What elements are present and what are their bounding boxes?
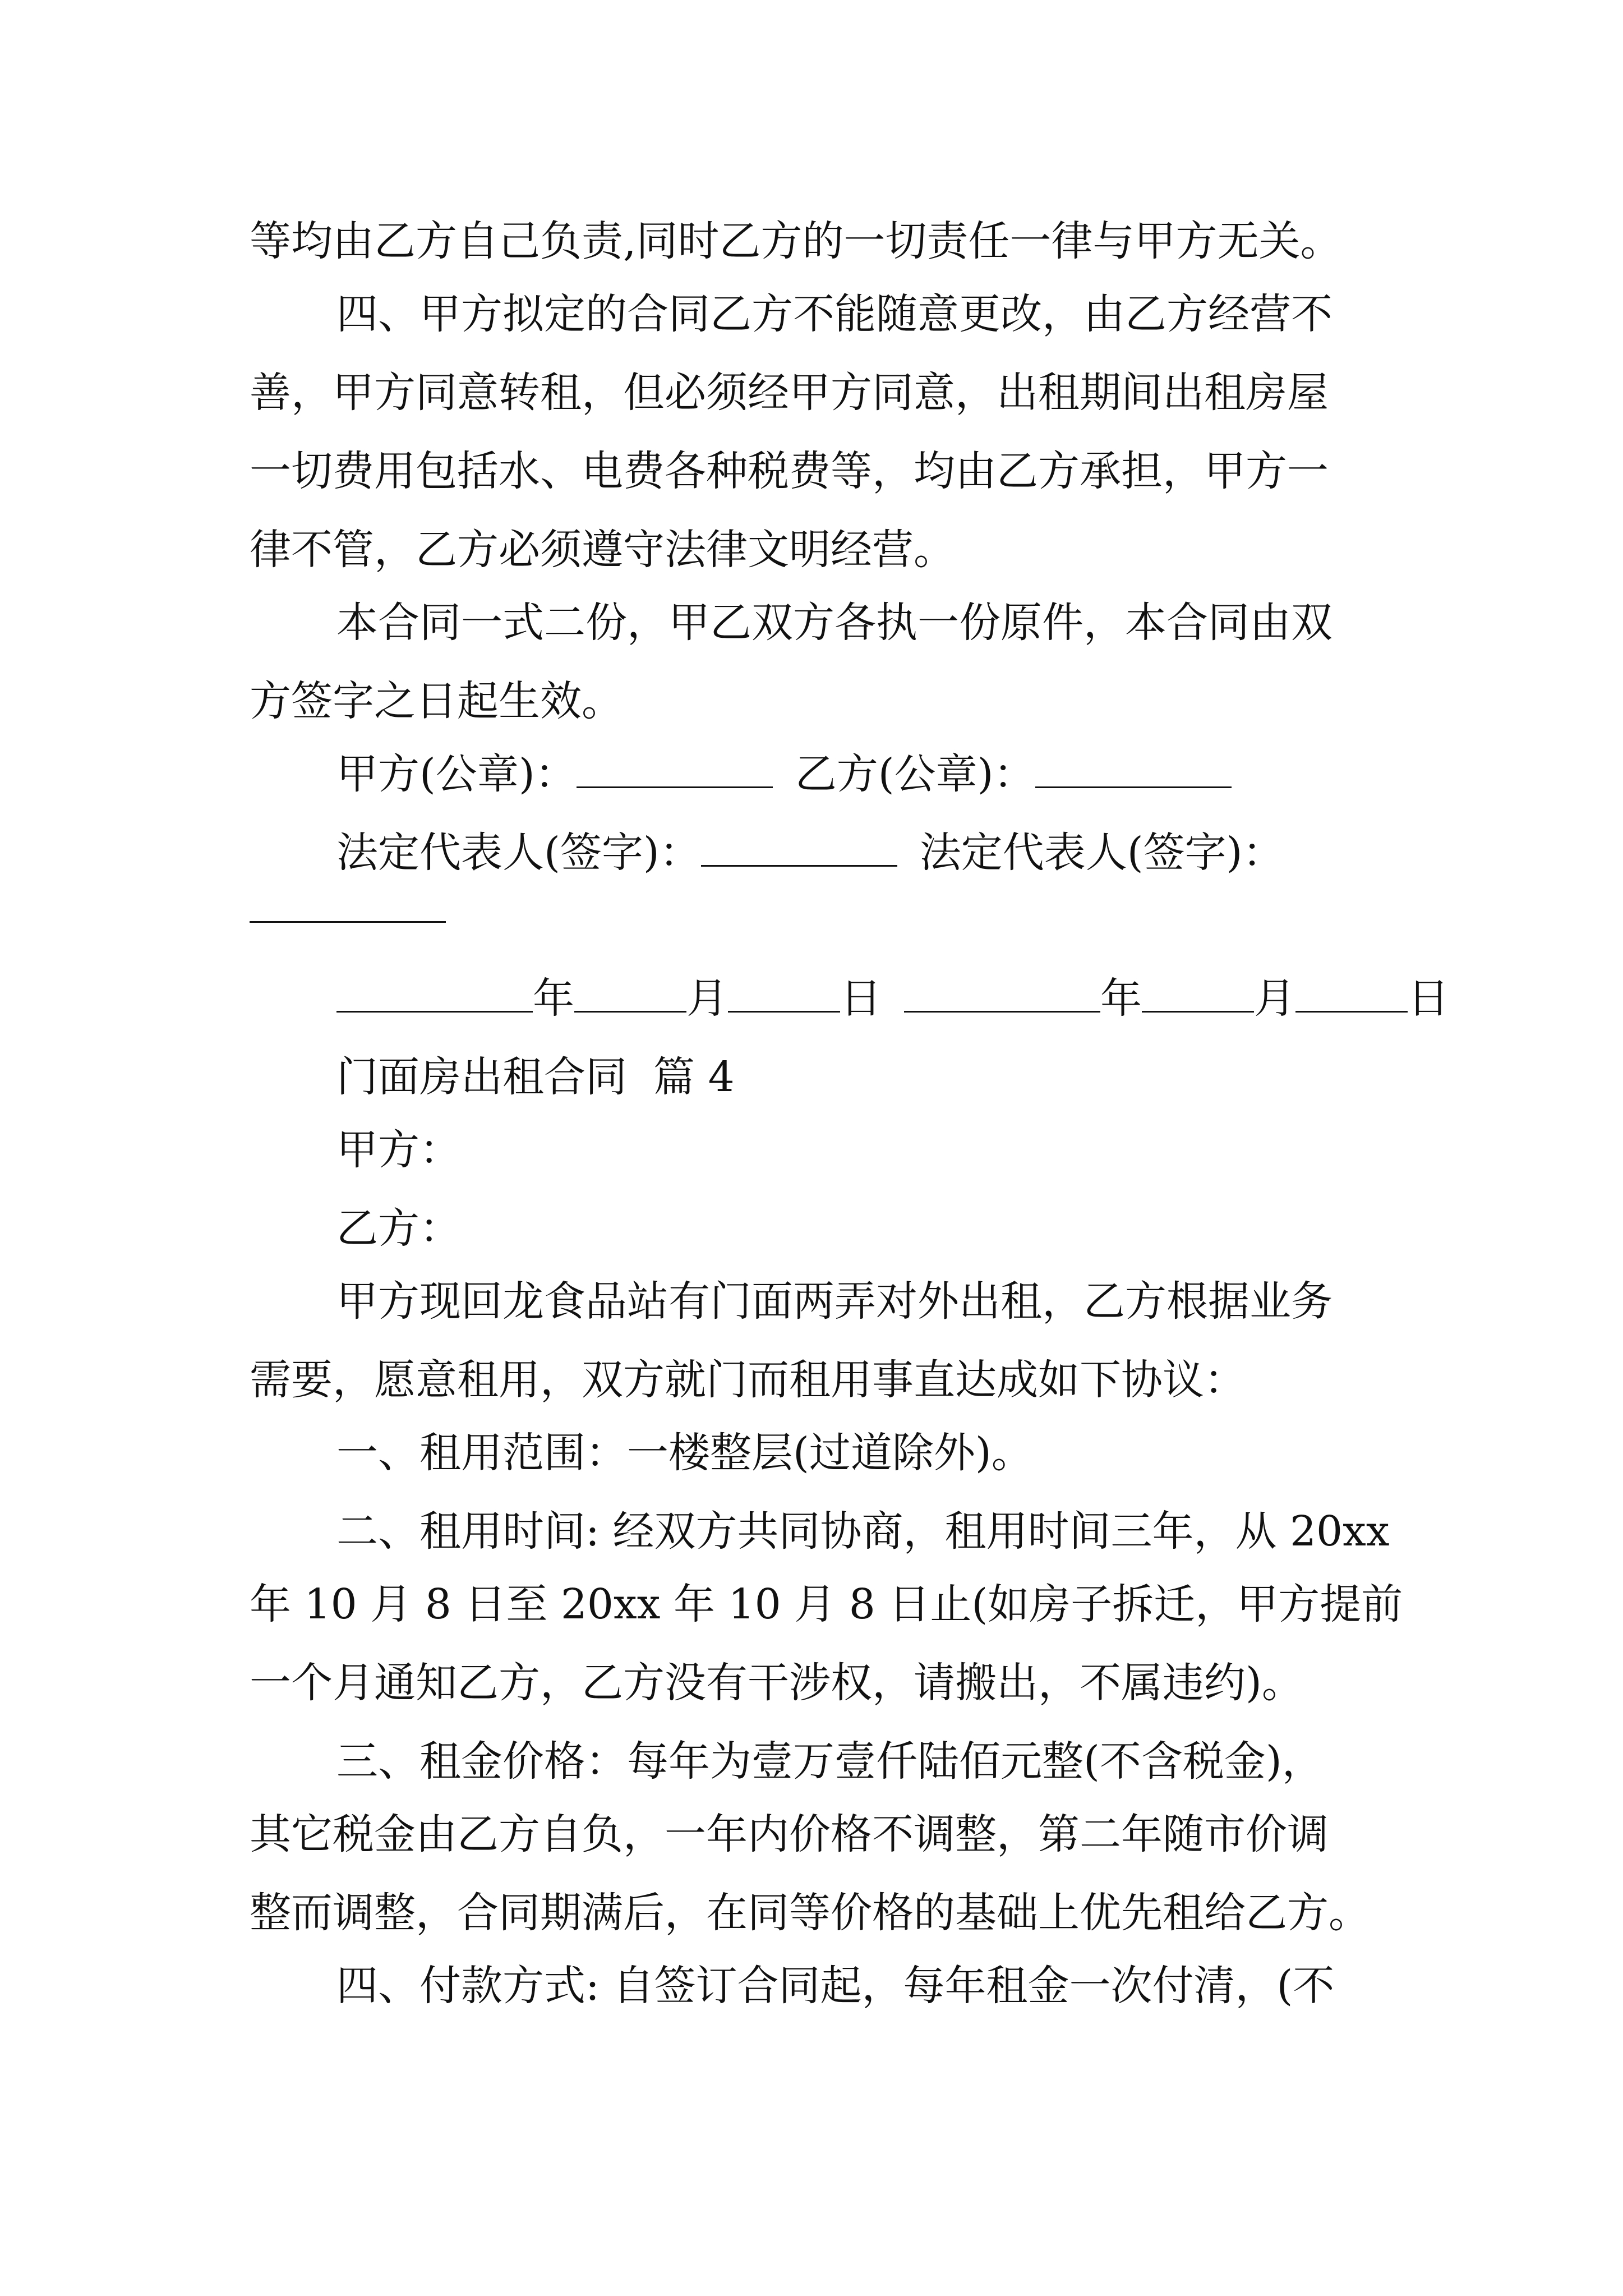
- date-b-month-label: 月: [1254, 974, 1295, 1023]
- date-line: [336, 970, 1449, 1027]
- party-b-seal-blank: [1035, 752, 1232, 788]
- paragraph-line: 一切费用包括水、电费各种税费等，均由乙方承担，甲方一: [250, 447, 1329, 495]
- date-a-month-blank: [574, 976, 686, 1013]
- legal-rep-b-blank: [250, 886, 446, 923]
- legal-rep-a-blank: [701, 830, 897, 867]
- paragraph-line: 需要，愿意租用，双方就门而租用事直达成如下协议：: [250, 1356, 1246, 1404]
- date-b-year-blank: [904, 976, 1100, 1013]
- date-b-day-blank: [1295, 976, 1408, 1013]
- seal-signature-line: [336, 746, 1232, 802]
- clause-item: 整而调整，合同期满后，在同等价格的基础上优先租给乙方。: [250, 1889, 1370, 1937]
- legal-rep-signature-line: [336, 825, 1284, 881]
- party-b-seal-label: 乙方(公章)：: [795, 750, 1035, 798]
- date-b-day-label: 日: [1408, 974, 1449, 1023]
- date-a-year-label: 年: [533, 974, 574, 1023]
- paragraph-line: 等均由乙方自己负责,同时乙方的一切责任一律与甲方无关。: [250, 217, 1342, 265]
- paragraph-line: 四、甲方拟定的合同乙方不能随意更改，由乙方经营不: [336, 290, 1332, 338]
- party-b-label: 乙方：: [336, 1204, 461, 1253]
- date-a-year-blank: [336, 976, 533, 1013]
- date-a-day-blank: [728, 976, 840, 1013]
- clause-item: 四、付款方式: 自签订合同起，每年租金一次付清，(不: [336, 1962, 1335, 2010]
- paragraph-line: 善，甲方同意转租，但必须经甲方同意，出租期间出租房屋: [250, 369, 1329, 417]
- legal-rep-b-line: [250, 881, 446, 937]
- date-b-year-label: 年: [1100, 974, 1142, 1023]
- date-b-month-blank: [1142, 976, 1254, 1013]
- paragraph-line: 本合同一式二份，甲乙双方各执一份原件，本合同由双: [336, 599, 1332, 647]
- party-a-seal-label: 甲方(公章)：: [336, 750, 577, 798]
- paragraph-line: 律不管，乙方必须遵守法律文明经营。: [250, 526, 955, 574]
- legal-rep-b-label: 法定代表人(签字)：: [919, 829, 1284, 877]
- party-a-label: 甲方：: [336, 1126, 461, 1174]
- date-a-month-label: 月: [686, 974, 728, 1023]
- paragraph-line: 方签字之日起生效。: [250, 677, 623, 725]
- date-a-day-label: 日: [840, 974, 882, 1023]
- section-title: 门面房出租合同 篇 4: [336, 1053, 735, 1101]
- clause-item: 三、租金价格：每年为壹万壹仟陆佰元整(不含税金)，: [336, 1737, 1324, 1786]
- party-a-seal-blank: [577, 752, 773, 788]
- clause-item: 其它税金由乙方自负，一年内价格不调整，第二年随市价调: [250, 1810, 1329, 1858]
- paragraph-line: 甲方现回龙食品站有门面两弄对外出租，乙方根据业务: [336, 1277, 1332, 1326]
- clause-item: 一、租用范围：一楼整层(过道除外)。: [336, 1429, 1033, 1477]
- legal-rep-a-label: 法定代表人(签字)：: [336, 829, 701, 877]
- clause-item: 二、租用时间: 经双方共同协商，租用时间三年，从 20xx: [336, 1507, 1390, 1556]
- clause-item: 年 10 月 8 日至 20xx 年 10 月 8 日止(如房子拆迁，甲方提前: [250, 1580, 1403, 1628]
- clause-item: 一个月通知乙方，乙方没有干涉权，请搬出，不属违约)。: [250, 1659, 1303, 1707]
